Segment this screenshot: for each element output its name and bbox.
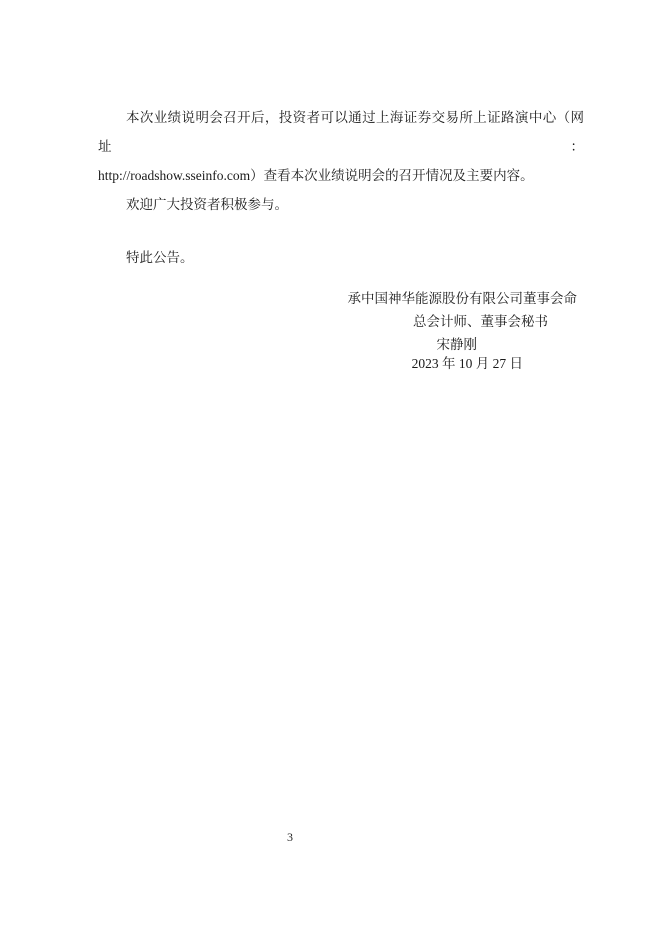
paragraph-welcome: 欢迎广大投资者积极参与。: [126, 197, 288, 212]
page-number: 3: [287, 830, 293, 844]
announcement-body: [98, 103, 584, 272]
blank-line: [98, 219, 584, 243]
signature-date-line: 2023 年 10 月 27 日: [411, 356, 523, 371]
signature-authority-line: 承中国神华能源股份有限公司董事会命: [347, 291, 577, 306]
paragraph-roadshow-line1: 本次业绩说明会召开后，投资者可以通过上海证券交易所上证路演中心（网址：: [98, 110, 584, 154]
signature-name-line: 宋静刚: [436, 337, 477, 352]
paragraph-roadshow-line2: http://roadshow.sseinfo.com）查看本次业绩说明会的召开情况及主要内容。: [98, 168, 534, 183]
signature-role-line: 总会计师、董事会秘书: [413, 314, 548, 329]
paragraph-hereby: 特此公告。: [126, 250, 194, 265]
